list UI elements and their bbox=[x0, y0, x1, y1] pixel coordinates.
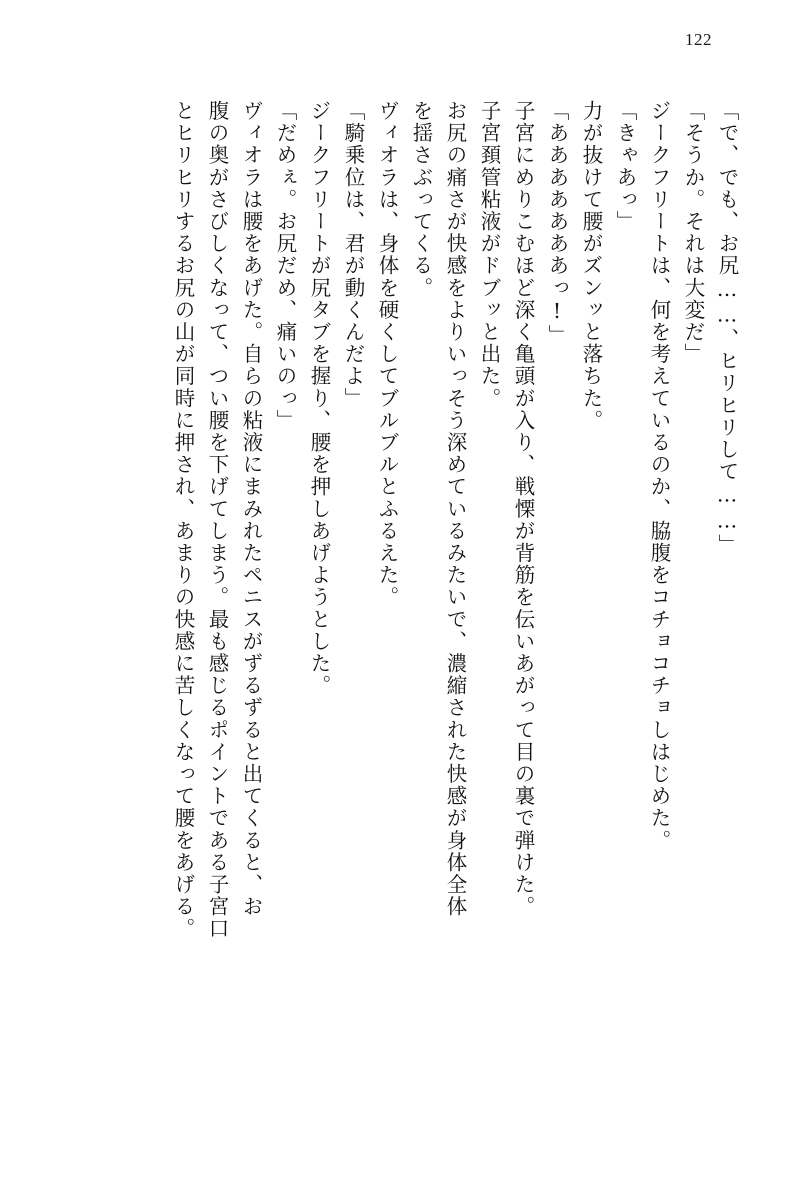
text-line: 子宮頚管粘液がドブッと出た。 bbox=[477, 100, 501, 410]
text-line: 「きゃあっ」 bbox=[613, 100, 637, 233]
text-line: とヒリヒリするお尻の山が同時に押され、あまりの快感に苦しくなって腰をあげる。 bbox=[171, 100, 195, 940]
text-line: 「あああああああっ!」 bbox=[545, 100, 569, 347]
text-line: 子宮にめりこむほど深く亀頭が入り、戦慄が背筋を伝いあがって目の裏で弾けた。 bbox=[511, 100, 535, 918]
text-line: お尻の痛さが快感をよりいっそう深めているみたいで、濃縮された快感が身体全体 bbox=[443, 100, 467, 918]
text-line: を揺さぶってくる。 bbox=[409, 100, 433, 299]
text-line: ジークフリートは、何を考えているのか、脇腹をコチョコチョしはじめた。 bbox=[647, 100, 671, 852]
page-number: 122 bbox=[685, 30, 712, 49]
text-line: ヴィオラは、身体を硬くしてブルブルとふるえた。 bbox=[375, 100, 399, 609]
text-line: 「騎乗位は、君が動くんだよ」 bbox=[341, 100, 365, 410]
text-line: 「そうか。それは大変だ」 bbox=[681, 100, 705, 366]
vertical-text-block bbox=[55, 100, 737, 1160]
text-line: ジークフリートが尻タブを握り、腰を押しあげようとした。 bbox=[307, 100, 331, 697]
text-line: 「で、でも、お尻……、ヒリヒリして……」 bbox=[715, 100, 739, 556]
text-line: 力が抜けて腰がズンッと落ちた。 bbox=[579, 100, 603, 432]
text-line: 「だめぇ。お尻だめ、痛いのっ」 bbox=[273, 100, 297, 432]
text-line: 腹の奥がさびしくなって、つい腰を下げてしまう。最も感じるポイントである子宮口 bbox=[205, 100, 229, 940]
text-line: ヴィオラは腰をあげた。自らの粘液にまみれたペニスがずるずると出てくると、お bbox=[239, 100, 263, 918]
